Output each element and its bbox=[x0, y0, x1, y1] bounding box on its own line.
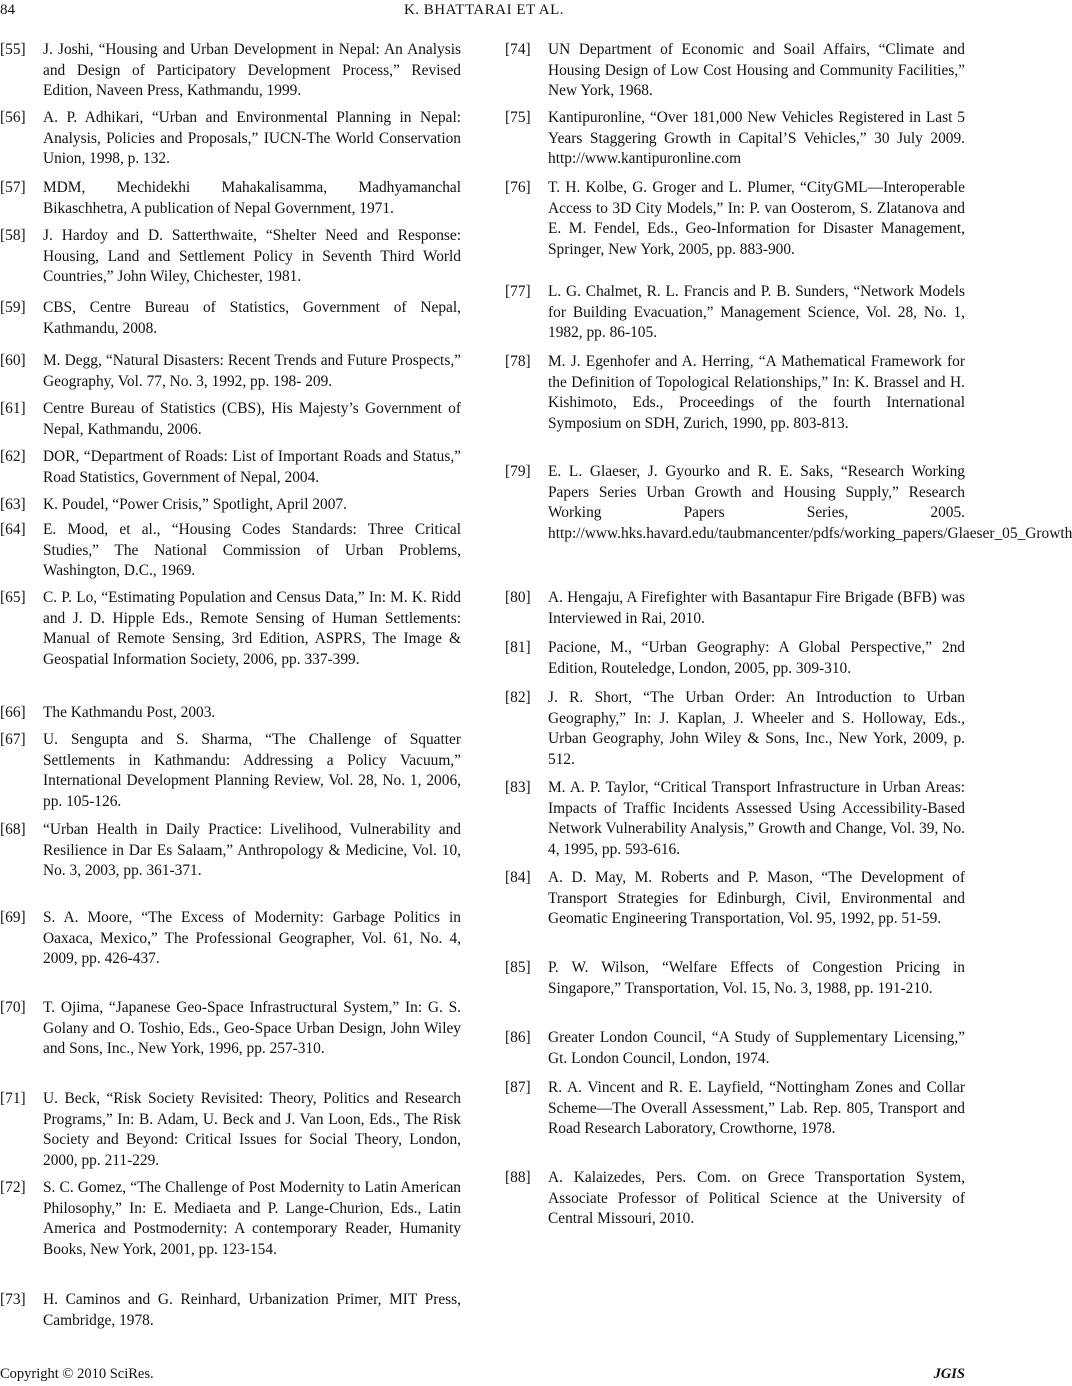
reference-text: U. Sengupta and S. Sharma, “The Challenge of Squatter Settlements in Kathmandu: Addressing a Policy Vacuum,” International Development Planning Review, Vol. 28, No. 1, 2006, pp. 105-126. bbox=[43, 731, 461, 810]
reference-text: A. Hengaju, A Firefighter with Basantapur Fire Brigade (BFB) was Interviewed in Rai, 2010. bbox=[548, 589, 965, 627]
reference-entry bbox=[505, 1028, 965, 1069]
reference-number: [76] bbox=[505, 179, 531, 196]
reference-entry bbox=[505, 462, 1072, 544]
reference-text: Pacione, M., “Urban Geography: A Global Perspective,” 2nd Edition, Routeledge, London, 2005, pp. 309-310. bbox=[548, 639, 965, 677]
reference-number: [56] bbox=[0, 109, 26, 126]
reference-entry bbox=[0, 447, 461, 488]
reference-text: K. Poudel, “Power Crisis,” Spotlight, April 2007. bbox=[43, 496, 347, 513]
reference-text: A. P. Adhikari, “Urban and Environmental Planning in Nepal: Analysis, Policies and Proposals,” IUCN-The World Conservation Union, 1998, p. 132. bbox=[43, 109, 461, 168]
reference-text: S. C. Gomez, “The Challenge of Post Modernity to Latin American Philosophy,” In: E. Mediaeta and P. Lange-Churion, Eds., Latin America and Postmodernity: A contemporary Reader, Humanity Books, New York, 2001, pp. 123-154. bbox=[43, 1179, 461, 1258]
reference-entry bbox=[0, 520, 461, 582]
reference-number: [58] bbox=[0, 227, 26, 244]
reference-number: [70] bbox=[0, 999, 26, 1016]
reference-text: U. Beck, “Risk Society Revisited: Theory, Politics and Research Programs,” In: B. Adam, U. Beck and J. Van Loon, Eds., The Risk Society and Beyond: Critical Issues for Social Theory, London, 2000, pp. 211-229. bbox=[43, 1090, 461, 1169]
reference-entry bbox=[505, 282, 965, 344]
reference-entry bbox=[0, 495, 461, 516]
reference-number: [77] bbox=[505, 283, 531, 300]
reference-entry bbox=[505, 638, 965, 679]
reference-entry bbox=[0, 730, 461, 812]
reference-entry bbox=[0, 820, 461, 882]
reference-number: [59] bbox=[0, 299, 26, 316]
reference-entry bbox=[505, 868, 965, 930]
reference-text: E. L. Glaeser, J. Gyourko and R. E. Saks, “Research Working Papers Series Urban Growth and Housing Supply,” Research Working Papers Series, 2005. http://www.hks.havard.edu/taubmancenter/pdfs/working_papers/Glaeser_05_Growth bbox=[548, 463, 1072, 542]
reference-number: [81] bbox=[505, 639, 531, 656]
reference-number: [60] bbox=[0, 352, 26, 369]
reference-entry bbox=[0, 1290, 461, 1331]
reference-text: M. Degg, “Natural Disasters: Recent Trends and Future Prospects,” Geography, Vol. 77, No. 3, 1992, pp. 198- 209. bbox=[43, 352, 461, 390]
reference-entry bbox=[505, 178, 965, 260]
reference-entry bbox=[0, 178, 461, 219]
reference-number: [80] bbox=[505, 589, 531, 606]
reference-number: [63] bbox=[0, 496, 26, 513]
reference-entry bbox=[0, 998, 461, 1060]
reference-entry bbox=[0, 298, 461, 339]
reference-entry bbox=[505, 108, 965, 170]
reference-number: [75] bbox=[505, 109, 531, 126]
reference-number: [55] bbox=[0, 41, 26, 58]
page-number: 84 bbox=[0, 2, 15, 18]
reference-entry bbox=[505, 778, 965, 860]
reference-number: [78] bbox=[505, 353, 531, 370]
reference-entry bbox=[0, 1178, 461, 1260]
reference-text: T. Ojima, “Japanese Geo-Space Infrastructural System,” In: G. S. Golany and O. Toshio, Eds., Geo-Space Urban Design, John Wiley and Sons, Inc., New York, 1996, pp. 257-310. bbox=[43, 999, 461, 1058]
reference-number: [57] bbox=[0, 179, 26, 196]
reference-entry bbox=[0, 1089, 461, 1171]
reference-entry bbox=[0, 588, 461, 670]
reference-number: [85] bbox=[505, 959, 531, 976]
reference-number: [87] bbox=[505, 1079, 531, 1096]
journal-name: JGIS bbox=[933, 1366, 965, 1382]
reference-text: J. Joshi, “Housing and Urban Development in Nepal: An Analysis and Design of Participatory Development Process,” Revised Edition, Naveen Press, Kathmandu, 1999. bbox=[43, 41, 461, 100]
reference-number: [72] bbox=[0, 1179, 26, 1196]
reference-text: J. Hardoy and D. Satterthwaite, “Shelter Need and Response: Housing, Land and Settlement Policy in Seventh Third World Countries,” John Wiley, Chichester, 1981. bbox=[43, 227, 461, 286]
reference-text: L. G. Chalmet, R. L. Francis and P. B. Sunders, “Network Models for Building Evacuation,” Management Science, Vol. 28, No. 1, 1982, pp. 86-105. bbox=[548, 283, 965, 342]
reference-number: [69] bbox=[0, 909, 26, 926]
reference-text: C. P. Lo, “Estimating Population and Census Data,” In: M. K. Ridd and J. D. Hipple Eds., Remote Sensing of Human Settlements: Manual of Remote Sensing, 3rd Edition, ASPRS, The Image & Geospatial Information Society, 2006, pp. 337-399. bbox=[43, 589, 461, 668]
reference-number: [62] bbox=[0, 448, 26, 465]
reference-text: DOR, “Department of Roads: List of Important Roads and Status,” Road Statistics, Government of Nepal, 2004. bbox=[43, 448, 461, 486]
reference-text: R. A. Vincent and R. E. Layfield, “Nottingham Zones and Collar Scheme—The Overall Assessment,” Lab. Rep. 805, Transport and Road Research Laboratory, Crowthorne, 1978. bbox=[548, 1079, 965, 1138]
reference-number: [86] bbox=[505, 1029, 531, 1046]
reference-entry bbox=[0, 908, 461, 970]
reference-entry bbox=[505, 688, 965, 770]
running-title: K. BHATTARAI ET AL. bbox=[403, 2, 565, 18]
reference-text: A. D. May, M. Roberts and P. Mason, “The Development of Transport Strategies for Edinburgh, Civil, Environmental and Geomatic Engineering Transportation, Vol. 95, 1992, pp. 51-59. bbox=[548, 869, 965, 928]
reference-text: MDM, Mechidekhi Mahakalisamma, Madhyamanchal Bikaschhetra, A publication of Nepal Government, 1971. bbox=[43, 179, 461, 217]
reference-entry bbox=[505, 1168, 965, 1230]
reference-text: S. A. Moore, “The Excess of Modernity: Garbage Politics in Oaxaca, Mexico,” The Professional Geographer, Vol. 61, No. 4, 2009, pp. 426-437. bbox=[43, 909, 461, 968]
reference-entry bbox=[505, 352, 965, 434]
reference-number: [65] bbox=[0, 589, 26, 606]
reference-number: [61] bbox=[0, 400, 26, 417]
reference-text: The Kathmandu Post, 2003. bbox=[43, 704, 216, 721]
reference-entry bbox=[0, 399, 461, 440]
reference-entry bbox=[0, 40, 461, 102]
reference-entry bbox=[0, 703, 461, 724]
reference-number: [68] bbox=[0, 821, 26, 838]
reference-number: [73] bbox=[0, 1291, 26, 1308]
copyright-notice: Copyright © 2010 SciRes. bbox=[0, 1366, 154, 1382]
reference-entry bbox=[505, 1078, 965, 1140]
reference-text: Greater London Council, “A Study of Supplementary Licensing,” Gt. London Council, London, 1974. bbox=[548, 1029, 965, 1067]
reference-text: P. W. Wilson, “Welfare Effects of Congestion Pricing in Singapore,” Transportation, Vol. 15, No. 3, 1988, pp. 191-210. bbox=[548, 959, 965, 997]
reference-number: [66] bbox=[0, 704, 26, 721]
reference-number: [79] bbox=[505, 463, 531, 480]
reference-text: M. J. Egenhofer and A. Herring, “A Mathematical Framework for the Definition of Topological Relationships,” In: K. Brassel and H. Kishimoto, Eds., Proceedings of the fourth International Symposium on SDH, Zurich, 1990, pp. 803-813. bbox=[548, 353, 965, 432]
reference-number: [64] bbox=[0, 521, 26, 538]
reference-entry bbox=[0, 226, 461, 288]
reference-text: A. Kalaizedes, Pers. Com. on Grece Transportation System, Associate Professor of Political Science at the University of Central Missouri, 2010. bbox=[548, 1169, 965, 1228]
reference-number: [71] bbox=[0, 1090, 26, 1107]
reference-entry bbox=[0, 351, 461, 392]
reference-text: E. Mood, et al., “Housing Codes Standards: Three Critical Studies,” The National Commission of Urban Problems, Washington, D.C., 1969. bbox=[43, 521, 461, 580]
reference-number: [74] bbox=[505, 41, 531, 58]
reference-number: [84] bbox=[505, 869, 531, 886]
reference-number: [83] bbox=[505, 779, 531, 796]
reference-text: Centre Bureau of Statistics (CBS), His Majesty’s Government of Nepal, Kathmandu, 2006. bbox=[43, 400, 461, 438]
reference-number: [82] bbox=[505, 689, 531, 706]
reference-entry bbox=[505, 588, 965, 629]
page-header bbox=[0, 2, 968, 26]
reference-entry bbox=[505, 40, 965, 102]
reference-number: [67] bbox=[0, 731, 26, 748]
reference-entry bbox=[505, 958, 965, 999]
reference-text: CBS, Centre Bureau of Statistics, Government of Nepal, Kathmandu, 2008. bbox=[43, 299, 461, 337]
reference-text: M. A. P. Taylor, “Critical Transport Infrastructure in Urban Areas: Impacts of Traffic Incidents Assessed Using Accessibility-Based Network Vulnerability Analysis,” Growth and Change, Vol. 39, No. 4, 1995, pp. 593-616. bbox=[548, 779, 965, 858]
reference-number: [88] bbox=[505, 1169, 531, 1186]
reference-text: “Urban Health in Daily Practice: Livelihood, Vulnerability and Resilience in Dar Es Salaam,” Anthropology & Medicine, Vol. 10, No. 3, 2003, pp. 361-371. bbox=[43, 821, 461, 880]
reference-text: Kantipuronline, “Over 181,000 New Vehicles Registered in Last 5 Years Staggering Growth in Capital’S Vehicles,” 30 July 2009. http://www.kantipuronline.com bbox=[548, 109, 965, 168]
reference-text: UN Department of Economic and Soail Affairs, “Climate and Housing Design of Low Cost Housing and Community Facilities,” New York, 1968. bbox=[548, 41, 965, 100]
reference-entry bbox=[0, 108, 461, 170]
reference-text: H. Caminos and G. Reinhard, Urbanization Primer, MIT Press, Cambridge, 1978. bbox=[43, 1291, 461, 1329]
reference-text: J. R. Short, “The Urban Order: An Introduction to Urban Geography,” In: J. Kaplan, J. Wheeler and S. Holloway, Eds., Urban Geography, John Wiley & Sons, Inc., New York, 2009, p. 512. bbox=[548, 689, 965, 768]
reference-text: T. H. Kolbe, G. Groger and L. Plumer, “CityGML—Interoperable Access to 3D City Models,” In: P. van Oosterom, S. Zlatanova and E. M. Fendel, Eds., Geo-Information for Disaster Management, Springer, New York, 2005, pp. 883-900. bbox=[548, 179, 965, 258]
